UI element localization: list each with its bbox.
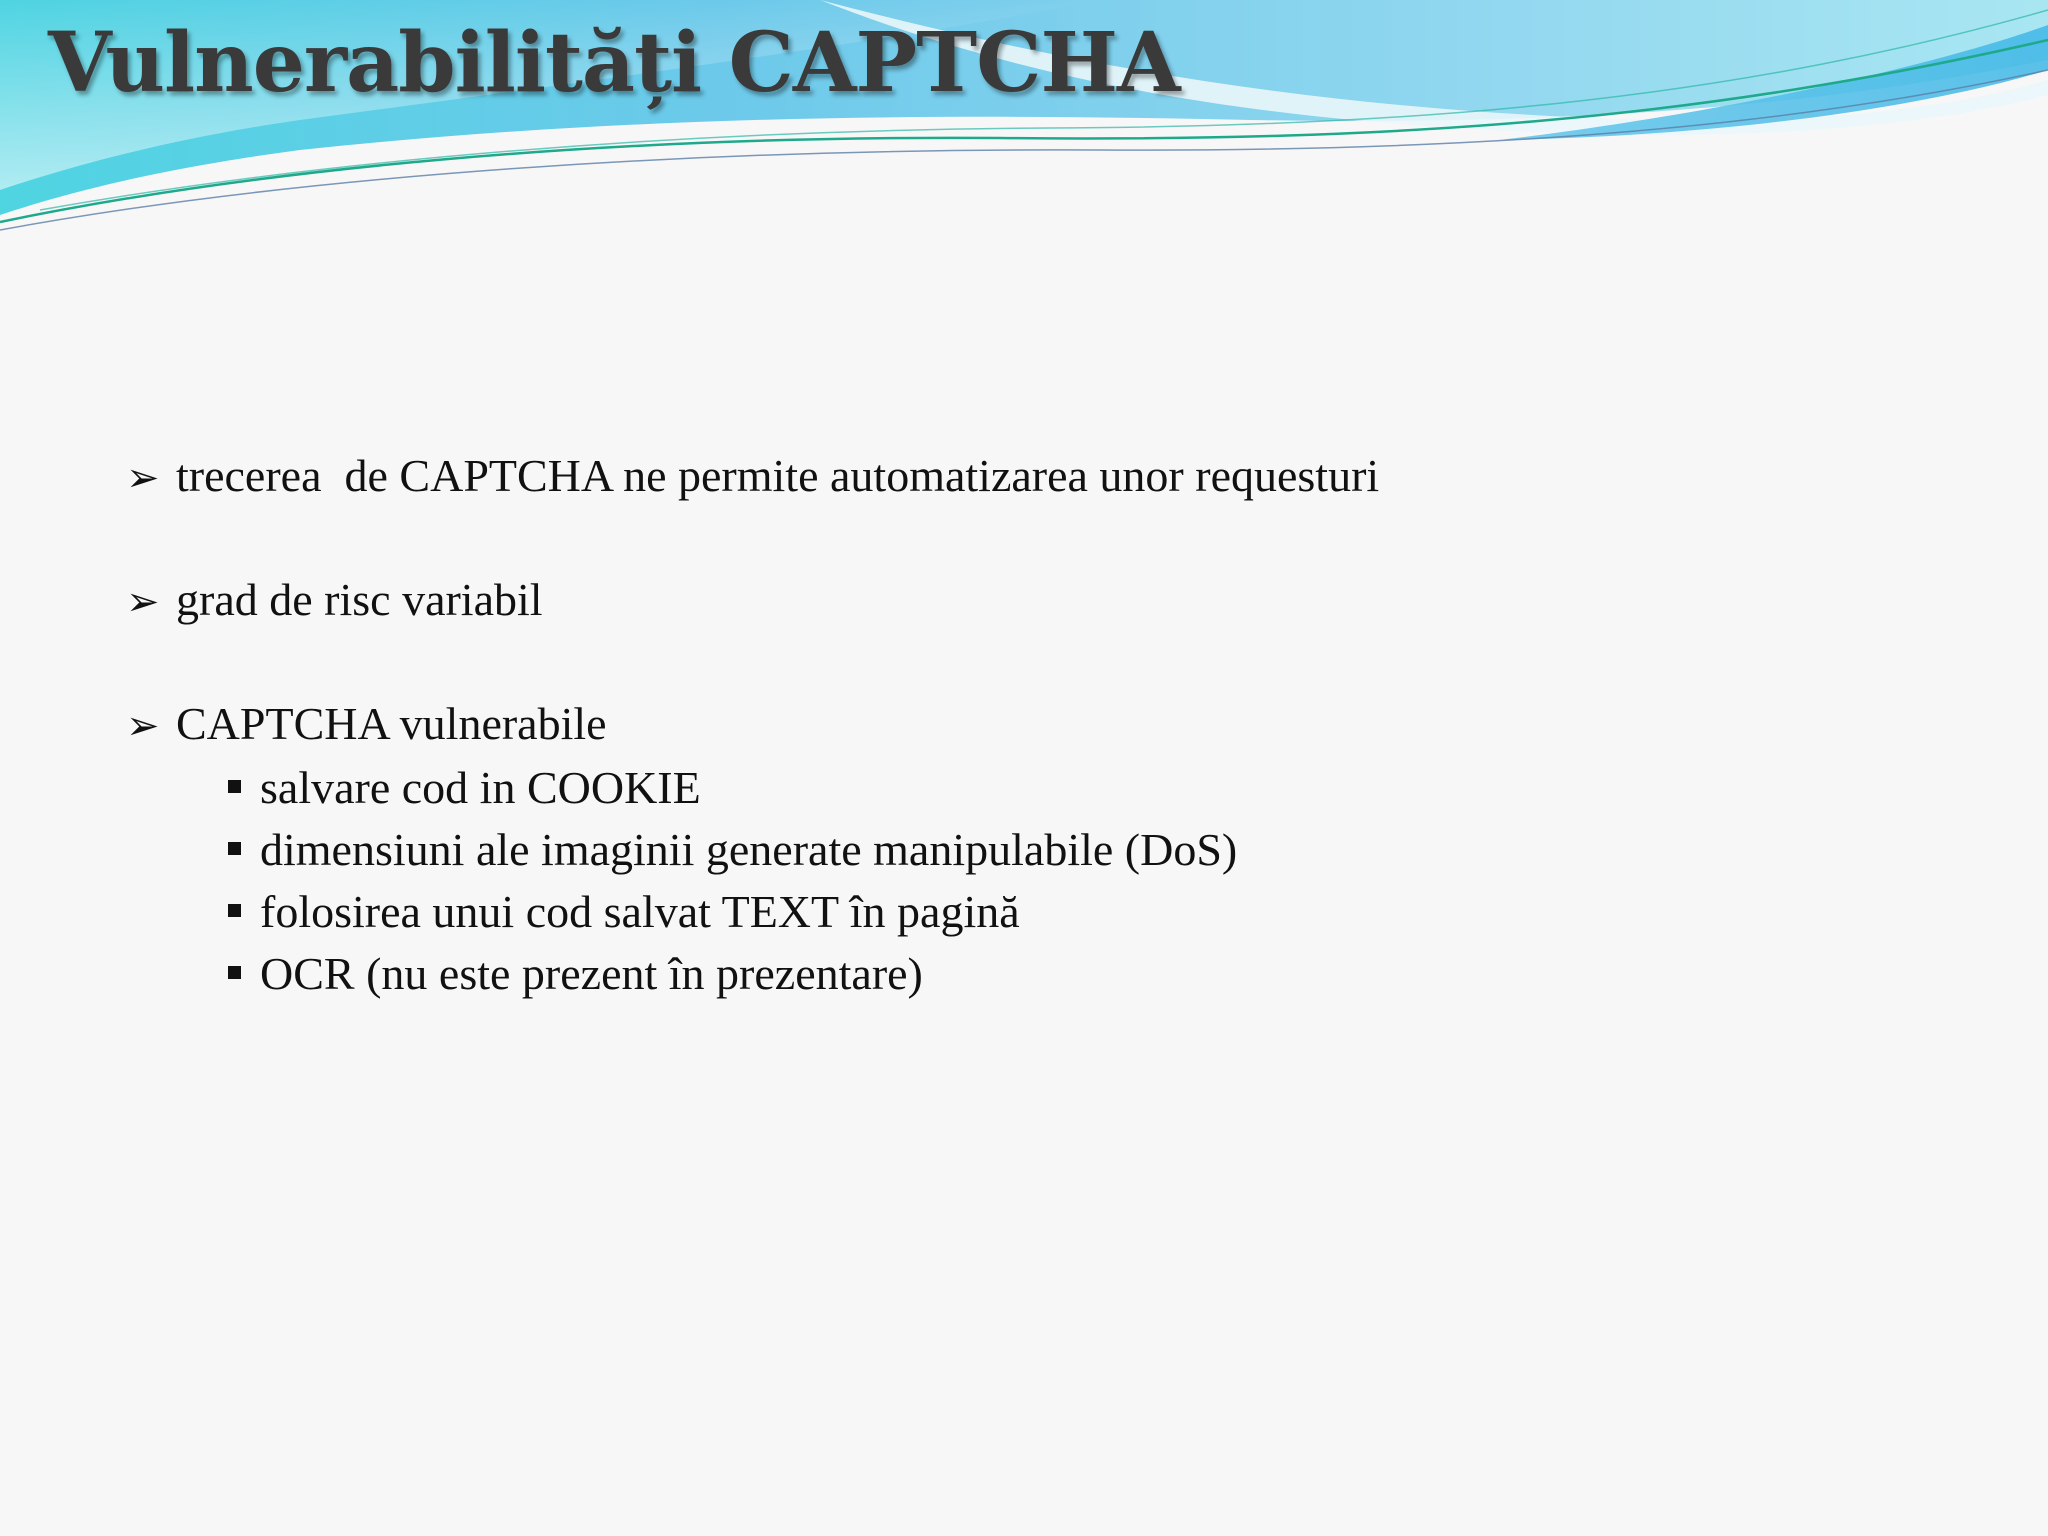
bullet-text: grad de risc variabil: [176, 574, 543, 625]
slide-content: [126, 445, 1926, 1005]
slide-title: Vulnerabilități CAPTCHA: [48, 15, 1180, 111]
bullet-item: [126, 693, 1926, 757]
sub-bullet-text: folosirea unui cod salvat TEXT în pagină: [260, 886, 1020, 937]
bullet-item: [126, 445, 1926, 509]
square-bullet-icon: [228, 780, 241, 793]
sub-bullet-text: OCR (nu este prezent în prezentare): [260, 948, 923, 999]
square-bullet-icon: [228, 842, 241, 855]
square-bullet-icon: [228, 966, 241, 979]
bullet-item: [126, 569, 1926, 633]
bullet-text: CAPTCHA vulnerabile: [176, 698, 607, 749]
sub-bullet-item: [126, 757, 1926, 819]
sub-bullet-item: [126, 819, 1926, 881]
sub-bullet-text: salvare cod in COOKIE: [260, 762, 701, 813]
arrow-bullet-icon: ➢: [126, 579, 160, 625]
arrow-bullet-icon: ➢: [126, 703, 160, 749]
square-bullet-icon: [228, 904, 241, 917]
sub-bullet-item: [126, 881, 1926, 943]
arrow-bullet-icon: ➢: [126, 455, 160, 501]
sub-bullet-item: [126, 943, 1926, 1005]
bullet-text: trecerea de CAPTCHA ne permite automatizarea unor requesturi: [176, 450, 1380, 501]
sub-bullet-text: dimensiuni ale imaginii generate manipulabile (DoS): [260, 824, 1238, 875]
